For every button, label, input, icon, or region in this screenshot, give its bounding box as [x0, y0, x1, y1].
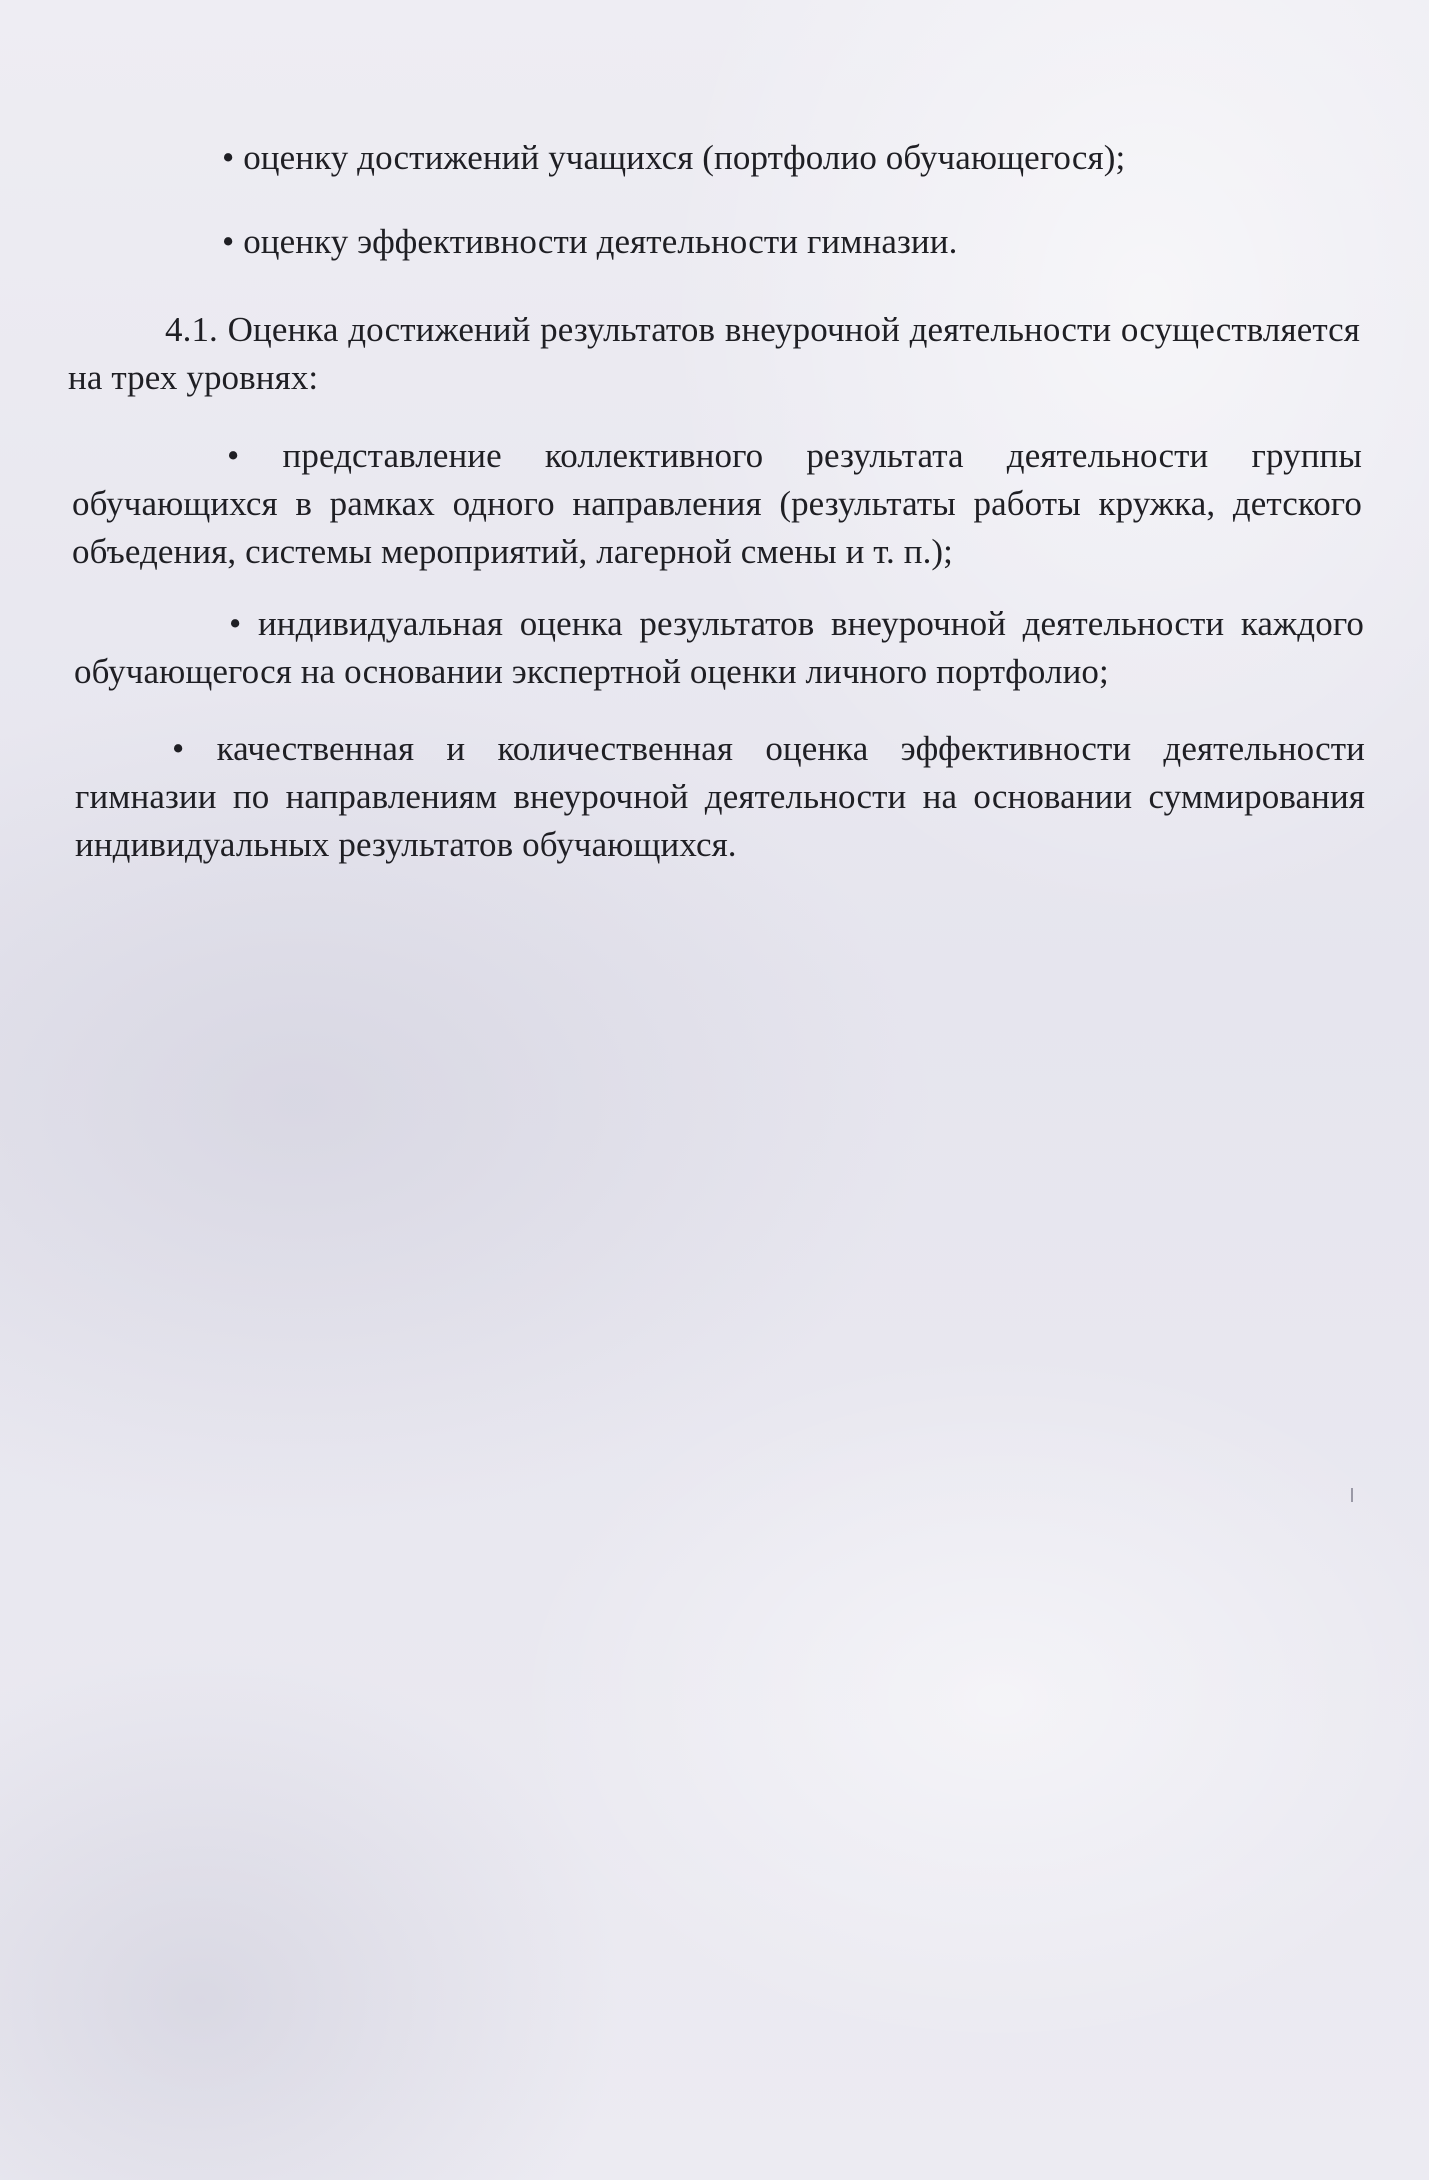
- paper-speck: [1351, 1488, 1353, 1502]
- section-4-1-paragraph: [68, 306, 1360, 402]
- section-text: Оценка достижений результатов внеурочной деятельности осуществляется на трех уровнях:: [68, 310, 1360, 397]
- level-individual: • индивидуальная оценка результатов внеурочной деятельности каждого обучающегося на основании экспертной оценки личного портфолио;: [74, 604, 1364, 691]
- bullet-effectiveness: • оценку эффективности деятельности гимназии.: [222, 222, 958, 261]
- level-collective: • представление коллективного результата деятельности группы обучающихся в рамках одного направления (результаты работы кружка, детского объедения, системы мероприятий, лагерной смены и т. п.);: [72, 436, 1362, 571]
- bullet-portfolio: • оценку достижений учащихся (портфолио обучающегося);: [222, 138, 1126, 177]
- level-quantitative: • качественная и количественная оценка эффективности деятельности гимназии по направлениям внеурочной деятельности на основании суммирования индивидуальных результатов обучающихся.: [75, 729, 1365, 864]
- section-number: 4.1.: [165, 310, 218, 349]
